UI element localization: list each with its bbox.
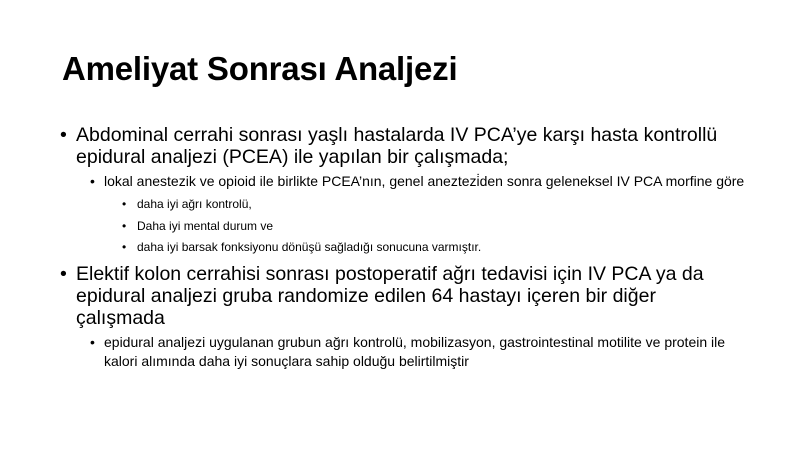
bullet-glyph: • (122, 197, 127, 211)
bullet-item-2-text: Elektif kolon cerrahisi sonrası postoperatif ağrı tedavisi için IV PCA ya da epidural analjezi gruba randomize edilen 64 hastayı içeren bir diğer çalışmada (76, 262, 704, 329)
bullet-item-1-1-3-text: daha iyi barsak fonksiyonu dönüşü sağladığı sonucuna varmıştır. (137, 240, 482, 254)
bullet-item-1-1-1-text: daha iyi ağrı kontrolü, (137, 197, 252, 211)
bullet-item-1-1-2 (60, 216, 750, 238)
bullet-item-2 (60, 263, 750, 329)
bullet-item-1-1 (60, 172, 750, 191)
slide-content (60, 124, 750, 371)
bullet-glyph: • (122, 218, 127, 233)
bullet-glyph: • (122, 240, 127, 254)
bullet-item-2-1-text: epidural analjezi uygulanan grubun ağrı kontrolü, mobilizasyon, gastrointestinal motilite ve protein ile kalori alımında daha iyi sonuçlara sahip olduğu belirtilmiştir (104, 333, 726, 369)
bullet-item-1 (60, 124, 750, 168)
bullet-glyph: • (60, 124, 67, 146)
bullet-item-1-1-1 (60, 194, 750, 216)
bullet-glyph: • (90, 173, 95, 189)
bullet-item-1-1-2-text: Daha iyi mental durum ve (137, 218, 274, 233)
bullet-glyph: • (60, 262, 67, 285)
bullet-glyph: • (90, 333, 95, 350)
slide-title: Ameliyat Sonrası Analjezi (62, 50, 458, 87)
bullet-item-2-1 (60, 333, 750, 371)
bullet-item-1-text: Abdominal cerrahi sonrası yaşlı hastalarda IV PCA’ye karşı hasta kontrollü epidural analjezi (PCEA) ile yapılan bir çalışmada; (76, 124, 718, 168)
bullet-item-1-1-text: lokal anestezik ve opioid ile birlikte PCEA’nın, genel aneztezi̇den sonra geleneksel IV PCA morfine göre (104, 173, 745, 189)
bullet-item-1-1-3 (60, 237, 750, 259)
